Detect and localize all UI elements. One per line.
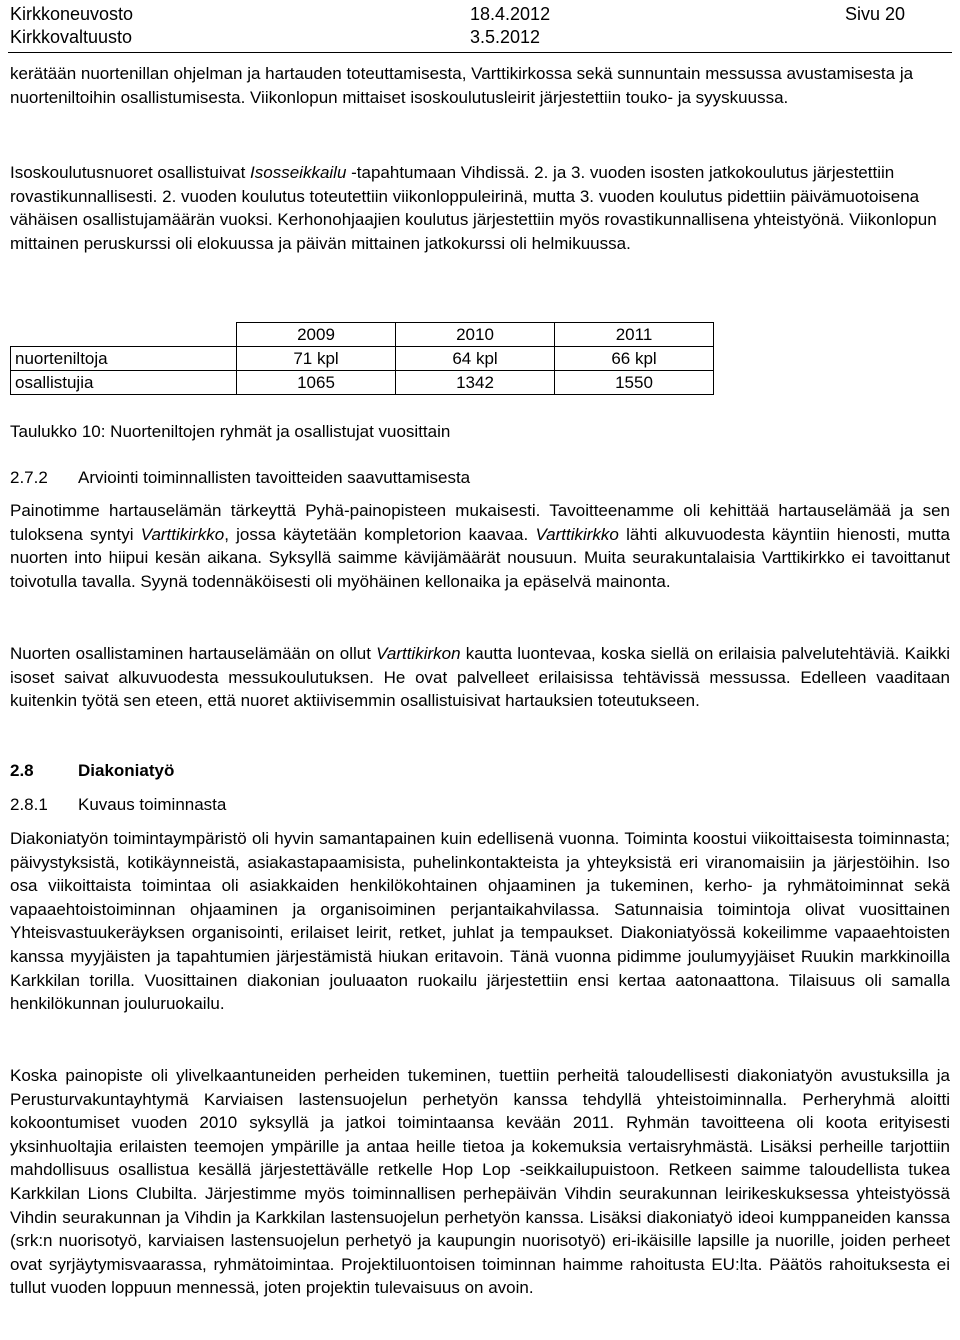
table-cell: 66 kpl [555,347,714,371]
paragraph-text [10,642,950,713]
paragraph-segment: Painotimme hartauselämän tärkeyttä Pyhä-painopisteen mukaisesti. Tavoitteenamme oli kehittää hartauselämää ja sen tuloksena syntyi [10,501,950,544]
section-number: 2.8.1 [10,795,48,814]
table-corner-cell [11,323,237,347]
table-year-2011: 2011 [555,323,714,347]
section-title: Arviointi toiminnallisten tavoitteiden saavuttamisesta [78,468,471,487]
table-cell: 1065 [237,371,396,395]
section-2-8-1-heading [10,793,226,817]
intro-text-2-italic: Isosseikkailu [250,163,347,182]
paragraph-text: Diakoniatyön toimintaympäristö oli hyvin samantapainen kuin edellisenä vuonna. Toiminta koostui viikoittaisesta toiminnasta; päivystyksistä, kotikäynneistä, asiakastapaamisista, puhelinkontakteista ja yhteyksistä eri viranomaisiin ja järjestöihin. Iso osa viikoittaista toimintaa oli asiakkaiden henkilökohtainen ohjaaminen ja tukeminen, kerho- ja ryhmätoiminnat sekä vapaaehtoistoiminnan ohjaaminen ja organisoiminen perjantaikahvilassa. Satunnaisia toimintoja olivat vuosittainen Yhteisvastuukeräyksen organisointi, erilaiset leirit, retket, juhlat ja tempaukset. Diakoniatyössä kokeilimme vapaaehtoisten kanssa myyjäisten ja tapahtumien järjestämistä hiukan eritavoin. Tänä vuonna pidimme joulumyyjäiset Ruukin markkinoilla Karkkilan torilla. Vuosittainen diakonian jouluaaton ruokailu järjestettiin ensi kertaa aatonaattona. Tilaisuus oli samalla henkilökunnan jouluruokailu. [10,829,950,1014]
paragraph-italic: Varttikirkko [140,524,225,544]
table-row-label: osallistujia [11,371,237,395]
header-org-council: Kirkkovaltuusto [10,27,133,47]
section-2-7-2-paragraph-1 [10,499,950,593]
paragraph-segment: lähti alkuvuodesta käyntiin hienosti, mutta nuorten into hiipui kesän aikana. Syksyllä saimme kävijämäärät nousuun. Muita seurakuntalaisia Varttikirkko ei tavoittanut toivotulla tavalla. Syynä todennäköisesti oli myöhäinen kellonaika ja epäselvä mainonta. [10,524,950,591]
intro-text-2b: -tapahtumaan Vihdissä. 2. ja 3. vuoden isosten jatkokoulutus järjestettiin rovastikunnallisesti. 2. vuoden koulutus toteutettiin viikonloppuleirinä, mutta 3. vuoden koulutus pidettiin päivämuotoisena vähäisen osallistujamäärän vuoksi. Kerhonohjaajien koulutus järjestettiin myös rovastikunnallisena yhteistyönä. Viikonlopun mittainen peruskurssi oli elokuussa ja päivän mittainen jatkokurssi oli helmikuussa. [10,163,937,253]
header-org-board: Kirkkoneuvosto [10,4,134,24]
youth-evenings-table [10,322,714,395]
intro-text-2 [10,161,950,255]
section-number: 2.8 [10,761,34,780]
paragraph-text [10,499,950,593]
table-caption: Taulukko 10: Nuorteniltojen ryhmät ja osallistujat vuosittain [10,422,451,441]
paragraph-text: Koska painopiste oli ylivelkaantuneiden perheiden tukeminen, tuettiin perheitä taloudellisesti diakoniatyön avustuksilla ja Perusturvakuntayhtymä Karviaisen lastensuojelun perhetyön kanssa tehdyllä yhteistoiminnalla. Perheryhmä aloitti kokoontumiset vuoden 2010 syksyllä ja jatkoi toimintaansa kevään 2011. Ryhmän tavoitteena oli koota erityisesti yksinhuoltajia erilaisten teemojen ympärille ja antaa heille tietoa ja kokemuksia vertaisryhmästä. Lisäksi perheille tarjottiin mahdollisuus osallistua kesällä järjestettävälle retkelle Hop Lop -seikkailupuistoon. Retkeen saimme taloudellista tukea Karkkilan Lions Clubilta. Järjestimme myös toiminnallisen perhepäivän Vihdin seurakunnan leirikeskuksessa yhteistyössä Vihdin seurakunnan ja Vihdin ja Karkkilan lastensuojelun perhetyön kanssa. Lisäksi diakoniatyö ideoi kumppaneiden kanssa (srk:n nuorisotyö, karviaisen lastensuojelun perhetyö ja kaupungin nuorisotyö) eri-ikäisille lapsille ja nuorille, joiden perheet ovat syrjäytymisvaarassa, ryhmätoimintaa. Projektiluontoisen toiminnan haimme rahoitusta EU:lta. Päätös rahoituksesta ei tullut vuoden loppuun mennessä, joten projektin tulevaisuus on avoin. [10,1066,950,1298]
intro-paragraph-2 [10,161,950,255]
section-2-7-2-paragraph-2 [10,642,950,713]
section-2-7-2-heading [10,466,470,490]
table-header-row [11,323,714,347]
section-number: 2.7.2 [10,468,48,487]
section-title: Diakoniatyö [78,761,175,780]
table-cell: 1342 [396,371,555,395]
table-year-2009: 2009 [237,323,396,347]
section-title: Kuvaus toiminnasta [78,795,227,814]
table-row [11,347,714,371]
intro-paragraph-1 [10,62,950,109]
table-row-label: nuorteniltoja [11,347,237,371]
table-cell: 1550 [555,371,714,395]
paragraph-segment: Nuorten osallistaminen hartauselämään on ollut [10,644,377,663]
header-page-number: Sivu 20 [845,4,906,24]
intro-text-2a: Isoskoulutusnuoret osallistuivat [10,163,251,182]
header-divider [8,52,952,53]
table-row [11,371,714,395]
table-cell: 64 kpl [396,347,555,371]
table-year-2010: 2010 [396,323,555,347]
section-2-8-1-paragraph-1 [10,827,950,1016]
intro-text-1: kerätään nuortenillan ohjelman ja hartauden toteuttamisesta, Varttikirkossa sekä sunnuntain messussa avustamisesta ja nuorteniltoihin osallistumisesta. Viikonlopun mittaiset isoskoulutusleirit järjestettiin touko- ja syyskuussa. [10,64,914,107]
paragraph-italic: Varttikirkko [535,524,619,544]
header-date-board: 18.4.2012 [470,4,551,24]
header-date-council: 3.5.2012 [470,27,541,47]
table-cell: 71 kpl [237,347,396,371]
paragraph-segment: , jossa käytetään kompletorion kaavaa. [224,524,536,544]
paragraph-italic: Varttikirkon [376,644,461,663]
section-2-8-1-paragraph-2 [10,1064,950,1300]
paragraph-segment: kautta luontevaa, koska siellä on erilaisia palvelutehtäviä. Kaikki isoset saivat alkuvuodesta messukoulutuksen. He ovat palvelleet erilaisissa tehtävissä messussa. Edelleen vaaditaan kuitenkin työtä sen eteen, että nuoret aktiivisemmin osallistuisivat hartauksien toteutukseen. [10,644,950,711]
section-2-8-heading [10,759,174,783]
